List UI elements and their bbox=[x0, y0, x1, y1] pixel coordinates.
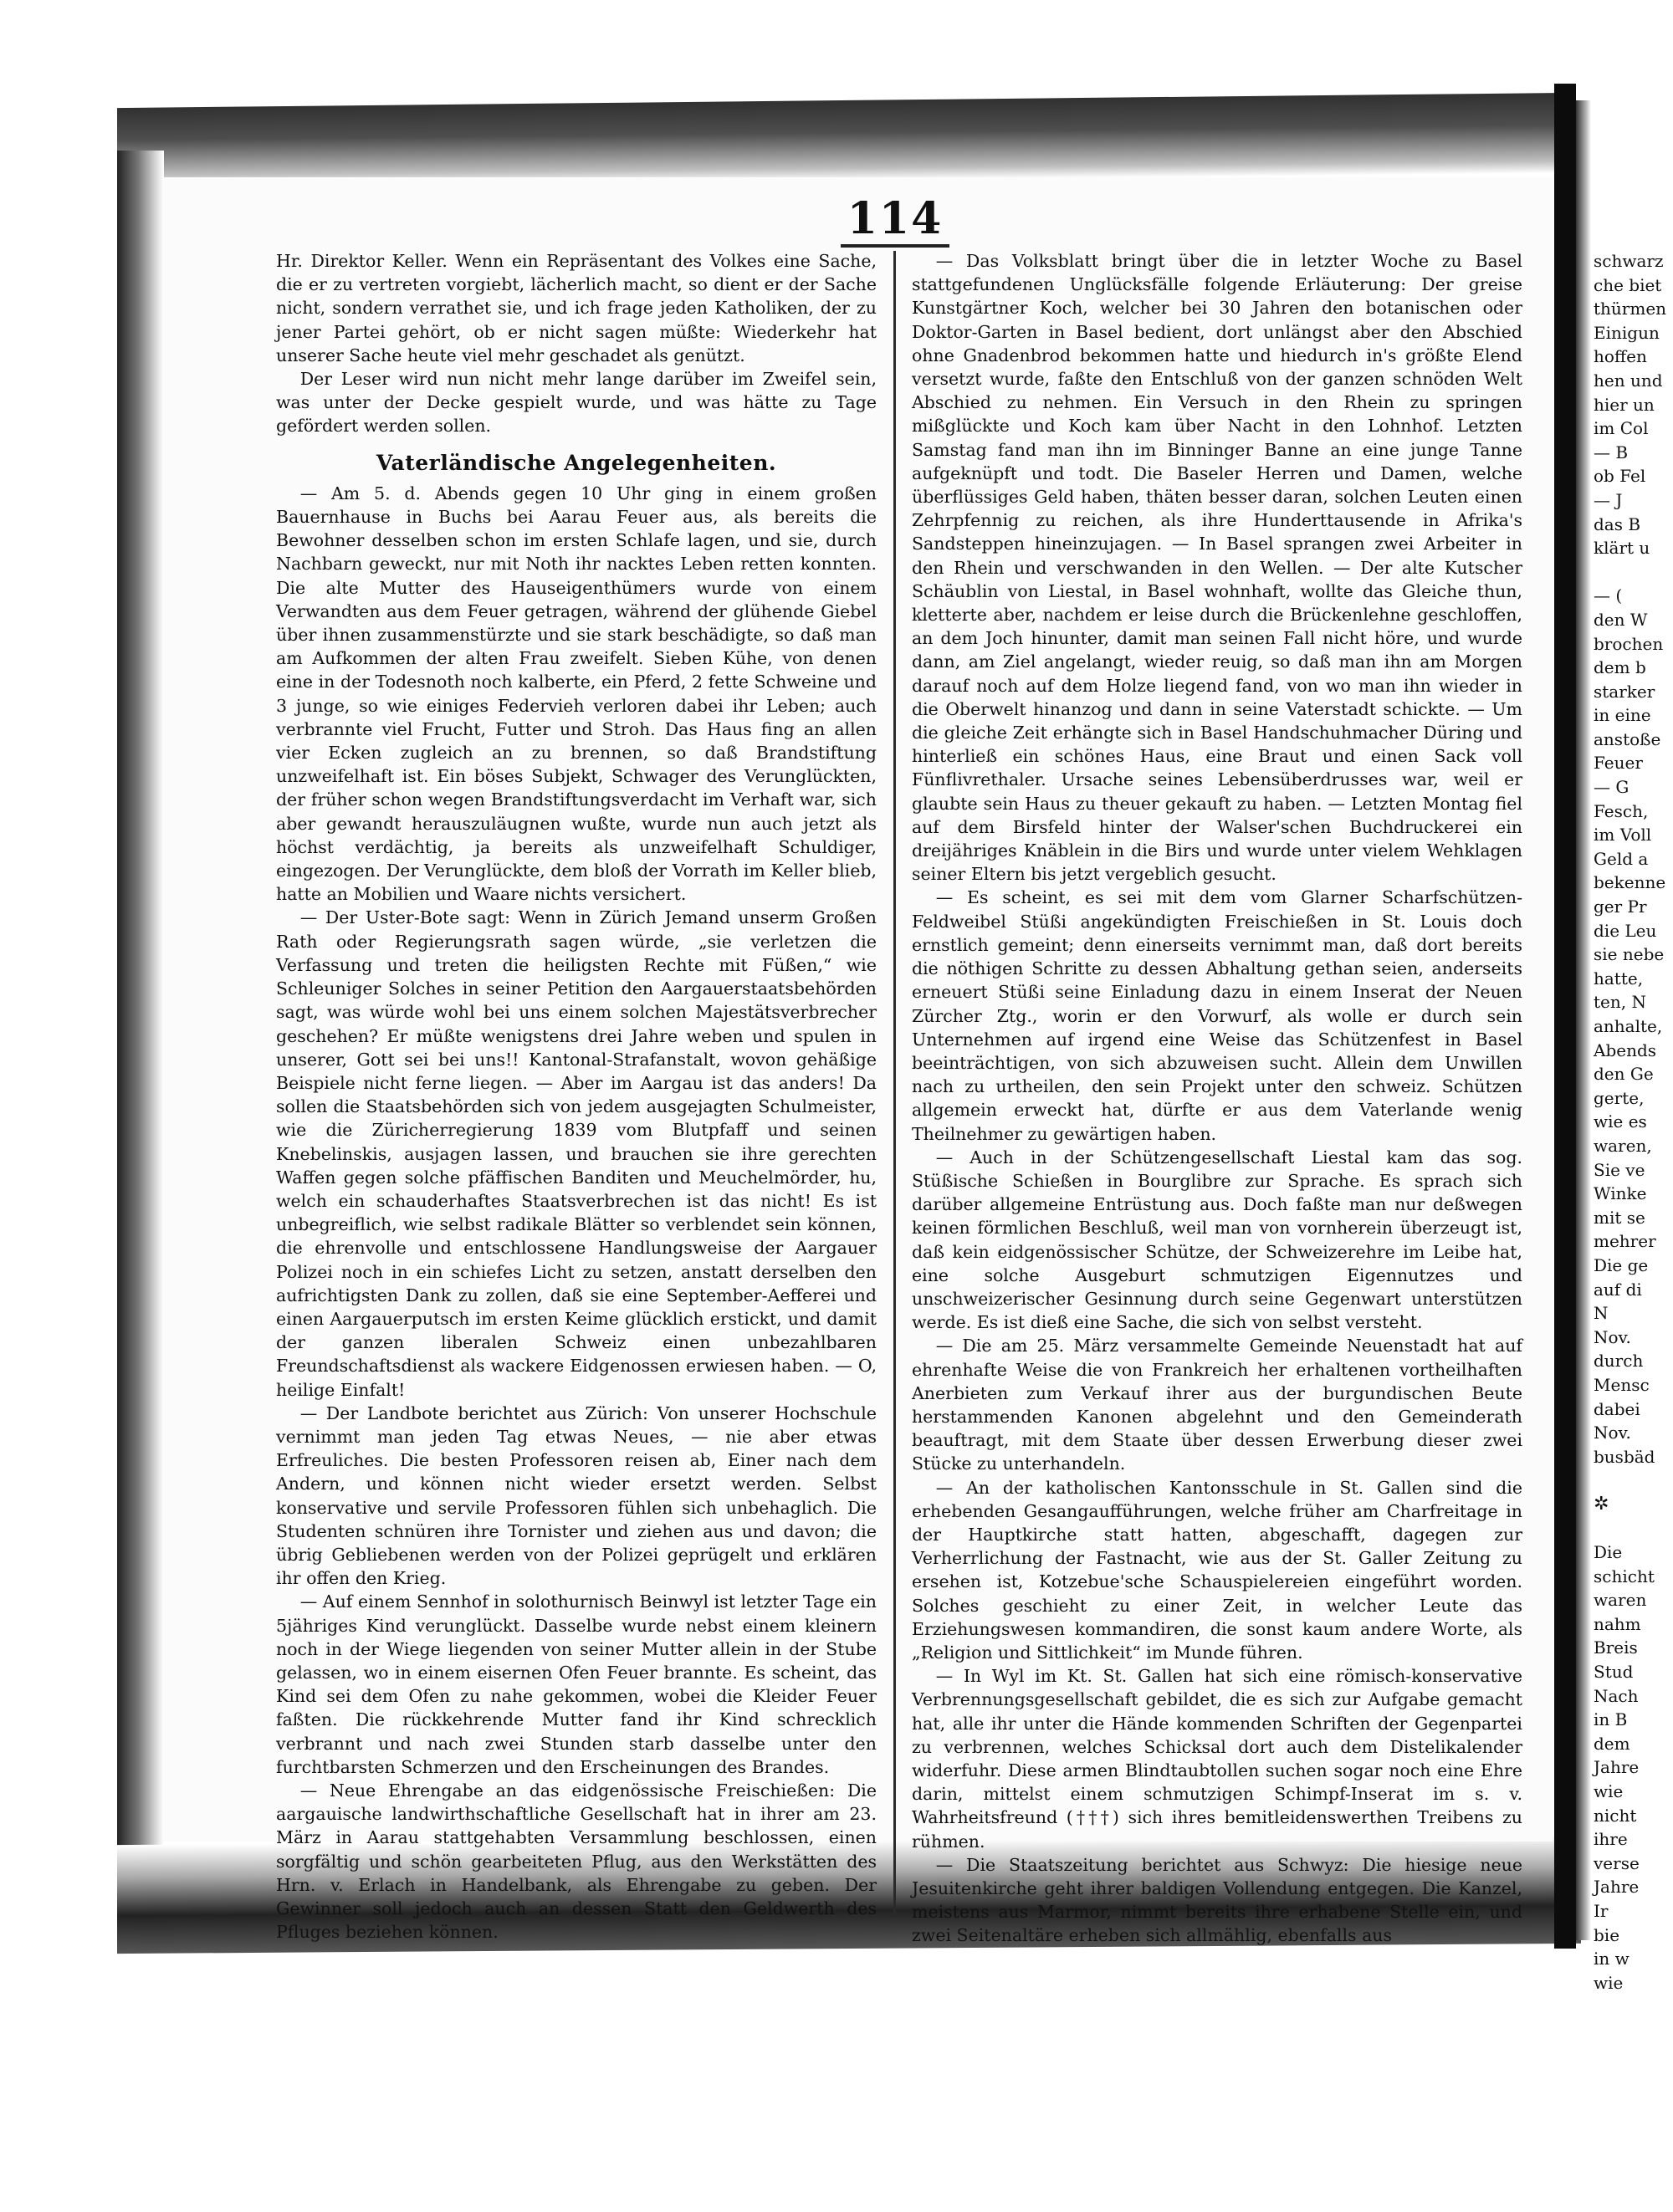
right-column-line: das B bbox=[1594, 513, 1641, 534]
right-column-line: hen und bbox=[1594, 370, 1663, 391]
middle-column bbox=[912, 249, 1522, 1946]
right-column-line: in eine bbox=[1594, 705, 1651, 726]
right-column-line: sie nebe bbox=[1594, 944, 1665, 965]
right-column-line: Stud bbox=[1594, 1662, 1634, 1683]
right-column-line: mehrer bbox=[1594, 1231, 1656, 1252]
right-column-line: hier un bbox=[1594, 394, 1655, 415]
right-column-line: waren, bbox=[1594, 1135, 1652, 1156]
page-number: 114 bbox=[847, 193, 944, 244]
paragraph: — Es scheint, es sei mit dem vom Glarner Scharfschützen-Feldweibel Stüßi angekündigten Freischießen in St. Louis doch ernstlich gemeint; denn einerseits vernimmt man, daß dort bereits die nöthigen Schritte zu dessen Abhaltung gethan seien, anderseits erneuert Stüßi seine Einladung dazu in einem Inserat der Neuen Zürcher Ztg., worin er den Vorwurf, als wolle er durch sein Unternehmen auf irgend eine Weise das Schützenfest in Basel beeinträchtigen, von sich abzuweisen sucht. Allein dem Unwillen nach zu urtheilen, den sein Projekt unter den schweiz. Schützen allgemein erweckt hat, dürfte er aus dem Vaterlande wenig Theilnehmer zu gewärtigen haben. bbox=[912, 887, 1522, 1144]
right-column-line: ten, N bbox=[1594, 992, 1646, 1013]
right-column-line: Die bbox=[1594, 1542, 1623, 1563]
right-column-line: Sie ve bbox=[1594, 1159, 1645, 1180]
right-column-line: verse bbox=[1594, 1852, 1640, 1873]
right-column-line: ihre bbox=[1594, 1829, 1628, 1850]
paragraph: Der Leser wird nun nicht mehr lange darüber im Zweifel sein, was unter der Decke gespielt wurde, und was hätte zu Tage gefördert werden sollen. bbox=[276, 369, 877, 437]
right-column-line: anhalte, bbox=[1594, 1016, 1663, 1036]
right-column-cutoff bbox=[1594, 249, 1673, 1993]
scan-gutter-dark bbox=[1554, 84, 1576, 1949]
scan-shadow-left bbox=[117, 151, 164, 1932]
paragraph: — An der katholischen Kantonsschule in St. Gallen sind die erhebenden Gesangaufführungen, welche früher am Charfreitage in der Hauptkirche statt hatten, abgeschafft, dagegen zur Verherrlichung der Fastnacht, wie aus der St. Galler Zeitung zu ersehen ist, Kotzebue'sche Schauspielereien eingeführt worden. Solches geschieht zu einer Zeit, in welcher Leute das Erziehungswesen kommandiren, die sonst kaum andere Worte, als „Religion und Sittlichkeit“ im Munde führen. bbox=[912, 1477, 1522, 1663]
right-column-line bbox=[1594, 560, 1673, 585]
right-column-line: im Col bbox=[1594, 418, 1649, 439]
right-column-line: in B bbox=[1594, 1709, 1628, 1730]
right-column-line: auf di bbox=[1594, 1279, 1642, 1300]
right-column-line: dem b bbox=[1594, 657, 1646, 678]
paragraph: — Der Uster-Bote sagt: Wenn in Zürich Jemand unserm Großen Rath oder Regierungsrath sagen würde, „sie verletzen die Verfassung und treten die heiligsten Rechte mit Füßen,“ wie Schleuniger Solches in seiner Petition den Aargauerstaatsbehörden sagt, was würde wohl bei uns einem solchen Majestätsverbrecher geschehen? Er müßte wenigstens drei Jahre weben und spulen in unserer, Gott sei bei uns!! Kantonal-Strafanstalt, wovon gehäßige Beispiele nicht ferne liegen. — Aber im Aargau ist das anders! Da sollen die Staatsbehörden sich von jedem ausgejagten Schulmeister, wie die Züricherregierung 1839 vom Blutpfaff und seinen Knebelinskis, ausjagen lassen, und brauchen sie ihre gerechten Waffen gegen solche pfäffischen Banditen und Meuchelmörder, hu, welch ein schauderhaftes Staatsverbrechen ist das nicht! Es ist unbegreiflich, wie selbst radikale Blätter so verblendet sein können, die ehrenvolle und entschlossene Handlungsweise der Aargauer Polizei noch in ein schiefes Licht zu setzen, anstatt derselben den aufrichtigsten Dank zu zollen, daß sie eine September-Aefferei und einen Aargauerputsch im ersten Keime glücklich erstickt, und damit der ganzen liberalen Schweiz einen unbezahlbaren Freundschaftsdienst als wackere Eidgenossen erwiesen haben. — O, heilige Einfalt! bbox=[276, 907, 877, 1400]
paragraph: — Der Landbote berichtet aus Zürich: Von unserer Hochschule vernimmt man jeden Tag etwas Neues, — nie aber etwas Erfreuliches. Die besten Professoren reisen ab, Einer nach dem Andern, und können nicht wieder ersetzt werden. Selbst konservative und servile Professoren fühlen sich unbehaglich. Die Studenten schnüren ihre Tornister und ziehen aus und davon; die übrig Gebliebenen werden von der Polizei geprügelt und erklären ihr offen den Krieg. bbox=[276, 1402, 877, 1589]
right-column-line: che biet bbox=[1594, 274, 1662, 295]
page-number-rule bbox=[841, 244, 949, 248]
right-column-line: starker bbox=[1594, 681, 1655, 702]
paragraph: — In Wyl im Kt. St. Gallen hat sich eine römisch-konservative Verbrennungsgesellschaft gebildet, die es sich zur Aufgabe gemacht hat, alle ihr unter die Hände kommenden Schriften der Gegenpartei zu verbrennen, welches Schicksal dort auch dem Distelikalender widerfuhr. Diese armen Blindtaubtollen suchen sogar noch eine Ehre darin, mittelst einem schmutzigen Schimpf-Inserat im s. v. Wahrheitsfreund (†††) sich ihres bemitleidenswerthen Treibens zu rühmen. bbox=[912, 1666, 1522, 1852]
paragraph: — Neue Ehrengabe an das eidgenössische Freischießen: Die aargauische landwirthschaftliche Gesellschaft hat in ihrer am 23. März in Aarau stattgehabten Versammlung beschlossen, einen sorgfältig und schön gearbeiteten Pflug, aus den Werkstätten des Hrn. v. Erlach in Handelbank, als Ehrengabe zu geben. Der Gewinner soll jedoch auch an dessen Statt den Geldwerth des Pfluges beziehen können. bbox=[276, 1780, 877, 1943]
right-column-line: hoffen bbox=[1594, 346, 1647, 367]
right-column-line: busbäd bbox=[1594, 1446, 1655, 1467]
right-column-line: ger Pr bbox=[1594, 897, 1647, 917]
right-column-line: Geld a bbox=[1594, 848, 1649, 869]
right-column-line: dabei bbox=[1594, 1398, 1640, 1419]
right-column-line: durch bbox=[1594, 1351, 1644, 1372]
right-column-line: hatte, bbox=[1594, 968, 1644, 989]
left-column bbox=[276, 249, 877, 1943]
scan-gutter-fade bbox=[1576, 100, 1591, 1940]
right-column-line: mit se bbox=[1594, 1207, 1645, 1228]
right-column-line: schwarz bbox=[1594, 251, 1664, 271]
right-column-line: Feuer bbox=[1594, 753, 1643, 774]
right-column-line: ob Fel bbox=[1594, 466, 1646, 487]
section-heading: Vaterländische Angelegenheiten. bbox=[376, 450, 777, 475]
right-column-line: Einigun bbox=[1594, 322, 1660, 343]
right-column-line: gerte, bbox=[1594, 1087, 1645, 1108]
right-column-line: Jahre bbox=[1594, 1757, 1640, 1778]
right-column-line: Abends bbox=[1594, 1040, 1657, 1060]
right-column-line: schicht bbox=[1594, 1566, 1655, 1586]
right-column-line: anstoße bbox=[1594, 728, 1661, 749]
right-column-line: wie bbox=[1594, 1781, 1624, 1801]
right-column-line: dem bbox=[1594, 1733, 1630, 1754]
right-column-line: Ir bbox=[1594, 1900, 1609, 1921]
right-column-line: im Voll bbox=[1594, 825, 1652, 845]
right-column-line bbox=[1594, 1516, 1673, 1540]
right-column-line: brochen bbox=[1594, 633, 1664, 654]
right-column-line: Die ge bbox=[1594, 1254, 1649, 1275]
paragraph: — Die Staatszeitung berichtet aus Schwyz: Die hiesige neue Jesuitenkirche geht ihrer baldigen Vollendung entgegen. Die Kanzel, meistens aus Marmor, nimmt bereits ihre erhabene Stelle ein, und zwei Seitenaltäre erheben sich allmählig, ebenfalls aus bbox=[912, 1854, 1522, 1946]
right-column-line: ✲ bbox=[1594, 1493, 1609, 1515]
right-column-line: — ( bbox=[1594, 585, 1623, 606]
paragraph: — Auf einem Sennhof in solothurnisch Beinwyl ist letzter Tage ein 5jähriges Kind verunglückt. Dasselbe wurde nebst einem kleinern noch in der Wiege liegenden von seiner Mutter allein in der Stube gelassen, wo in einem eisernen Ofen Feuer brannte. Es scheint, das Kind sei dem Ofen zu nahe gekommen, wobei die Kleider Feuer faßten. Die rückkehrende Mutter fand ihr Kind schrecklich verbrannt und nach zwei Stunden starb dasselbe unter den furchtbarsten Schmerzen und den Erscheinungen des Brandes. bbox=[276, 1591, 877, 1777]
right-column-line: Mensc bbox=[1594, 1374, 1650, 1395]
scan-shadow-top bbox=[117, 93, 1573, 188]
paragraph: — Am 5. d. Abends gegen 10 Uhr ging in einem großen Bauernhause in Buchs bei Aarau Feuer aus, als bereits die Bewohner desselben schon im ersten Schlafe lagen, und sie, durch Nachbarn geweckt, nur mit Noth ihr nacktes Leben retten konnten. Die alte Mutter des Hauseigenthümers wurde von einem Verwandten aus dem Feuer getragen, während der glühende Giebel über ihnen zusammenstürzte und sie stark beschädigte, so daß man am Aufkommen der alten Frau zweifelt. Sieben Kühe, von denen eine in der Todesnoth noch kalberte, ein Pferd, 2 fette Schweine und 3 junge, so wie einiges Federvieh verloren dabei ihr Leben; auch verbrannte viel Frucht, Futter und Stroh. Das Haus fing an allen vier Ecken zugleich an zu brennen, so daß Brandstiftung unzweifelhaft ist. Ein böses Subjekt, Schwager des Verunglückten, der früher schon wegen Brandstiftungsverdacht im Verhaft war, sich aber gewandt herauszuläugnen wußte, wurde nun auch jetzt als höchst verdächtig, ja bereits als unzweifelhaft Schuldiger, eingezogen. Der Verunglückte, dem bloß der Vorrath im Keller blieb, hatte an Mobilien und Waare nichts versichert. bbox=[276, 483, 877, 905]
right-column-line: die Leu bbox=[1594, 920, 1657, 941]
right-column-line: den Ge bbox=[1594, 1064, 1654, 1085]
right-column-line: Breis bbox=[1594, 1637, 1638, 1658]
right-column-line: in w bbox=[1594, 1949, 1630, 1969]
right-column-line: Winke bbox=[1594, 1183, 1647, 1204]
right-column-line: — J bbox=[1594, 489, 1623, 510]
right-column-line: nahm bbox=[1594, 1613, 1641, 1634]
right-column-line: — B bbox=[1594, 442, 1629, 462]
right-column-line bbox=[1594, 1469, 1673, 1493]
right-column-line: N bbox=[1594, 1303, 1609, 1324]
right-column-line: wie es bbox=[1594, 1111, 1647, 1132]
right-column-line: Nov. bbox=[1594, 1326, 1631, 1347]
right-column-line: waren bbox=[1594, 1590, 1647, 1611]
right-column-line: wie bbox=[1594, 1972, 1624, 1993]
right-column-line: — G bbox=[1594, 777, 1630, 798]
right-column-line: Nach bbox=[1594, 1685, 1639, 1706]
right-column-line: Nov. bbox=[1594, 1423, 1631, 1443]
paragraph: — Das Volksblatt bringt über die in letzter Woche zu Basel stattgefundenen Unglücksfälle folgende Erläuterung: Der greise Kunstgärtner Koch, welcher bei 30 Jahren den botanischen oder Doktor-Garten in Basel bedient, dort unlängst aber den Abschied ohne Gnadenbrod bekommen hatte und hiedurch in's größte Elend versetzt wurde, faßte den Entschluß von der ganzen schnöden Welt Abschied zu nehmen. Ein Versuch in den Rhein zu springen mißglückte und Koch kam über Nacht in den Lohnhof. Letzten Samstag fand man ihn im Binninger Banne an eine junge Tanne aufgeknüpft und todt. Die Baseler Herren und Damen, welche überflüssiges Geld haben, thäten besser daran, solchen Leuten einen Zehrpfennig zu reichen, als ihre Hunderttausende in Afrika's Sandsteppen hineinzujagen. — In Basel sprangen zwei Arbeiter in den Rhein und verschwanden in den Wellen. — Der alte Kutscher Schäublin von Liestal, in Basel wohnhaft, wollte das Gleiche thun, kletterte aber, nachdem er leise durch die Brückenlehne geschloffen, an dem Joch hinunter, damit man seinen Fall nicht höre, und wurde dann, am Ziel angelangt, wieder reuig, so daß man ihn am Morgen darauf noch auf dem Holze liegend fand, von wo man ihn wieder in die Oberwelt hinanzog und dann in seine Vaterstadt schickte. — Um die gleiche Zeit erhängte sich in Basel Handschuhmacher Düring und hinterließ ein schönes Haus, eine Braut und einen Sack voll Fünflivrethaler. Ursache seines Lebensüberdrusses war, weil er glaubte sein Haus zu theuer gekauft zu haben. — Letzten Montag fiel auf dem Birsfeld hinter der Walser'schen Buchdruckerei ein dreijähriges Knäblein in die Birs und wurde unter vielem Wehklagen seiner Eltern bis jetzt vergeblich gesucht. bbox=[912, 251, 1522, 885]
right-column-line: bie bbox=[1594, 1924, 1620, 1945]
paragraph: Hr. Direktor Keller. Wenn ein Repräsentant des Volkes eine Sache, die er zu vertreten vorgiebt, lächerlich macht, so dient er der Sache nicht, sondern verrathet sie, und ich frage jeden Katholiken, der zu jener Partei gehört, ob er nicht sagen müßte: Wiederkehr hat unserer Sache heute viel mehr geschadet als genützt. bbox=[276, 251, 877, 365]
right-column-line: thürmen bbox=[1594, 299, 1667, 319]
paragraph: — Auch in der Schützengesellschaft Liestal kam das sog. Stüßische Schießen in Bourglibre zur Sprache. Es sprach sich darüber allgemeine Entrüstung aus. Doch faßte man nur deßwegen keinen förmlichen Beschluß, weil man von vornherein überzeugt ist, daß kein eidgenössischer Schütze, der Schweizerehre im Leibe hat, eine solche Ausgeburt schmutzigen Eigennutzes und unschweizerischer Gesinnung durch seine Gegenwart unterstützen werde. Es ist dieß eine Sache, die sich von selbst versteht. bbox=[912, 1147, 1522, 1333]
paragraph: — Die am 25. März versammelte Gemeinde Neuenstadt hat auf ehrenhafte Weise die von Frankreich her erhaltenen vortheilhaften Anerbieten zum Verkauf ihrer aus der burgundischen Beute herstammenden Kanonen abgelehnt und den Gemeinderath beauftragt, mit dem Staate über dessen Erwerbung dieser zwei Stücke zu unterhandeln. bbox=[912, 1336, 1522, 1474]
right-column-line: nicht bbox=[1594, 1805, 1637, 1826]
column-divider bbox=[893, 251, 896, 1915]
right-column-line: Fesch, bbox=[1594, 800, 1649, 821]
right-column-line: den W bbox=[1594, 609, 1648, 630]
right-column-line: bekenne bbox=[1594, 872, 1666, 893]
right-column-line: Jahre bbox=[1594, 1877, 1640, 1898]
right-column-line: klärt u bbox=[1594, 538, 1650, 559]
